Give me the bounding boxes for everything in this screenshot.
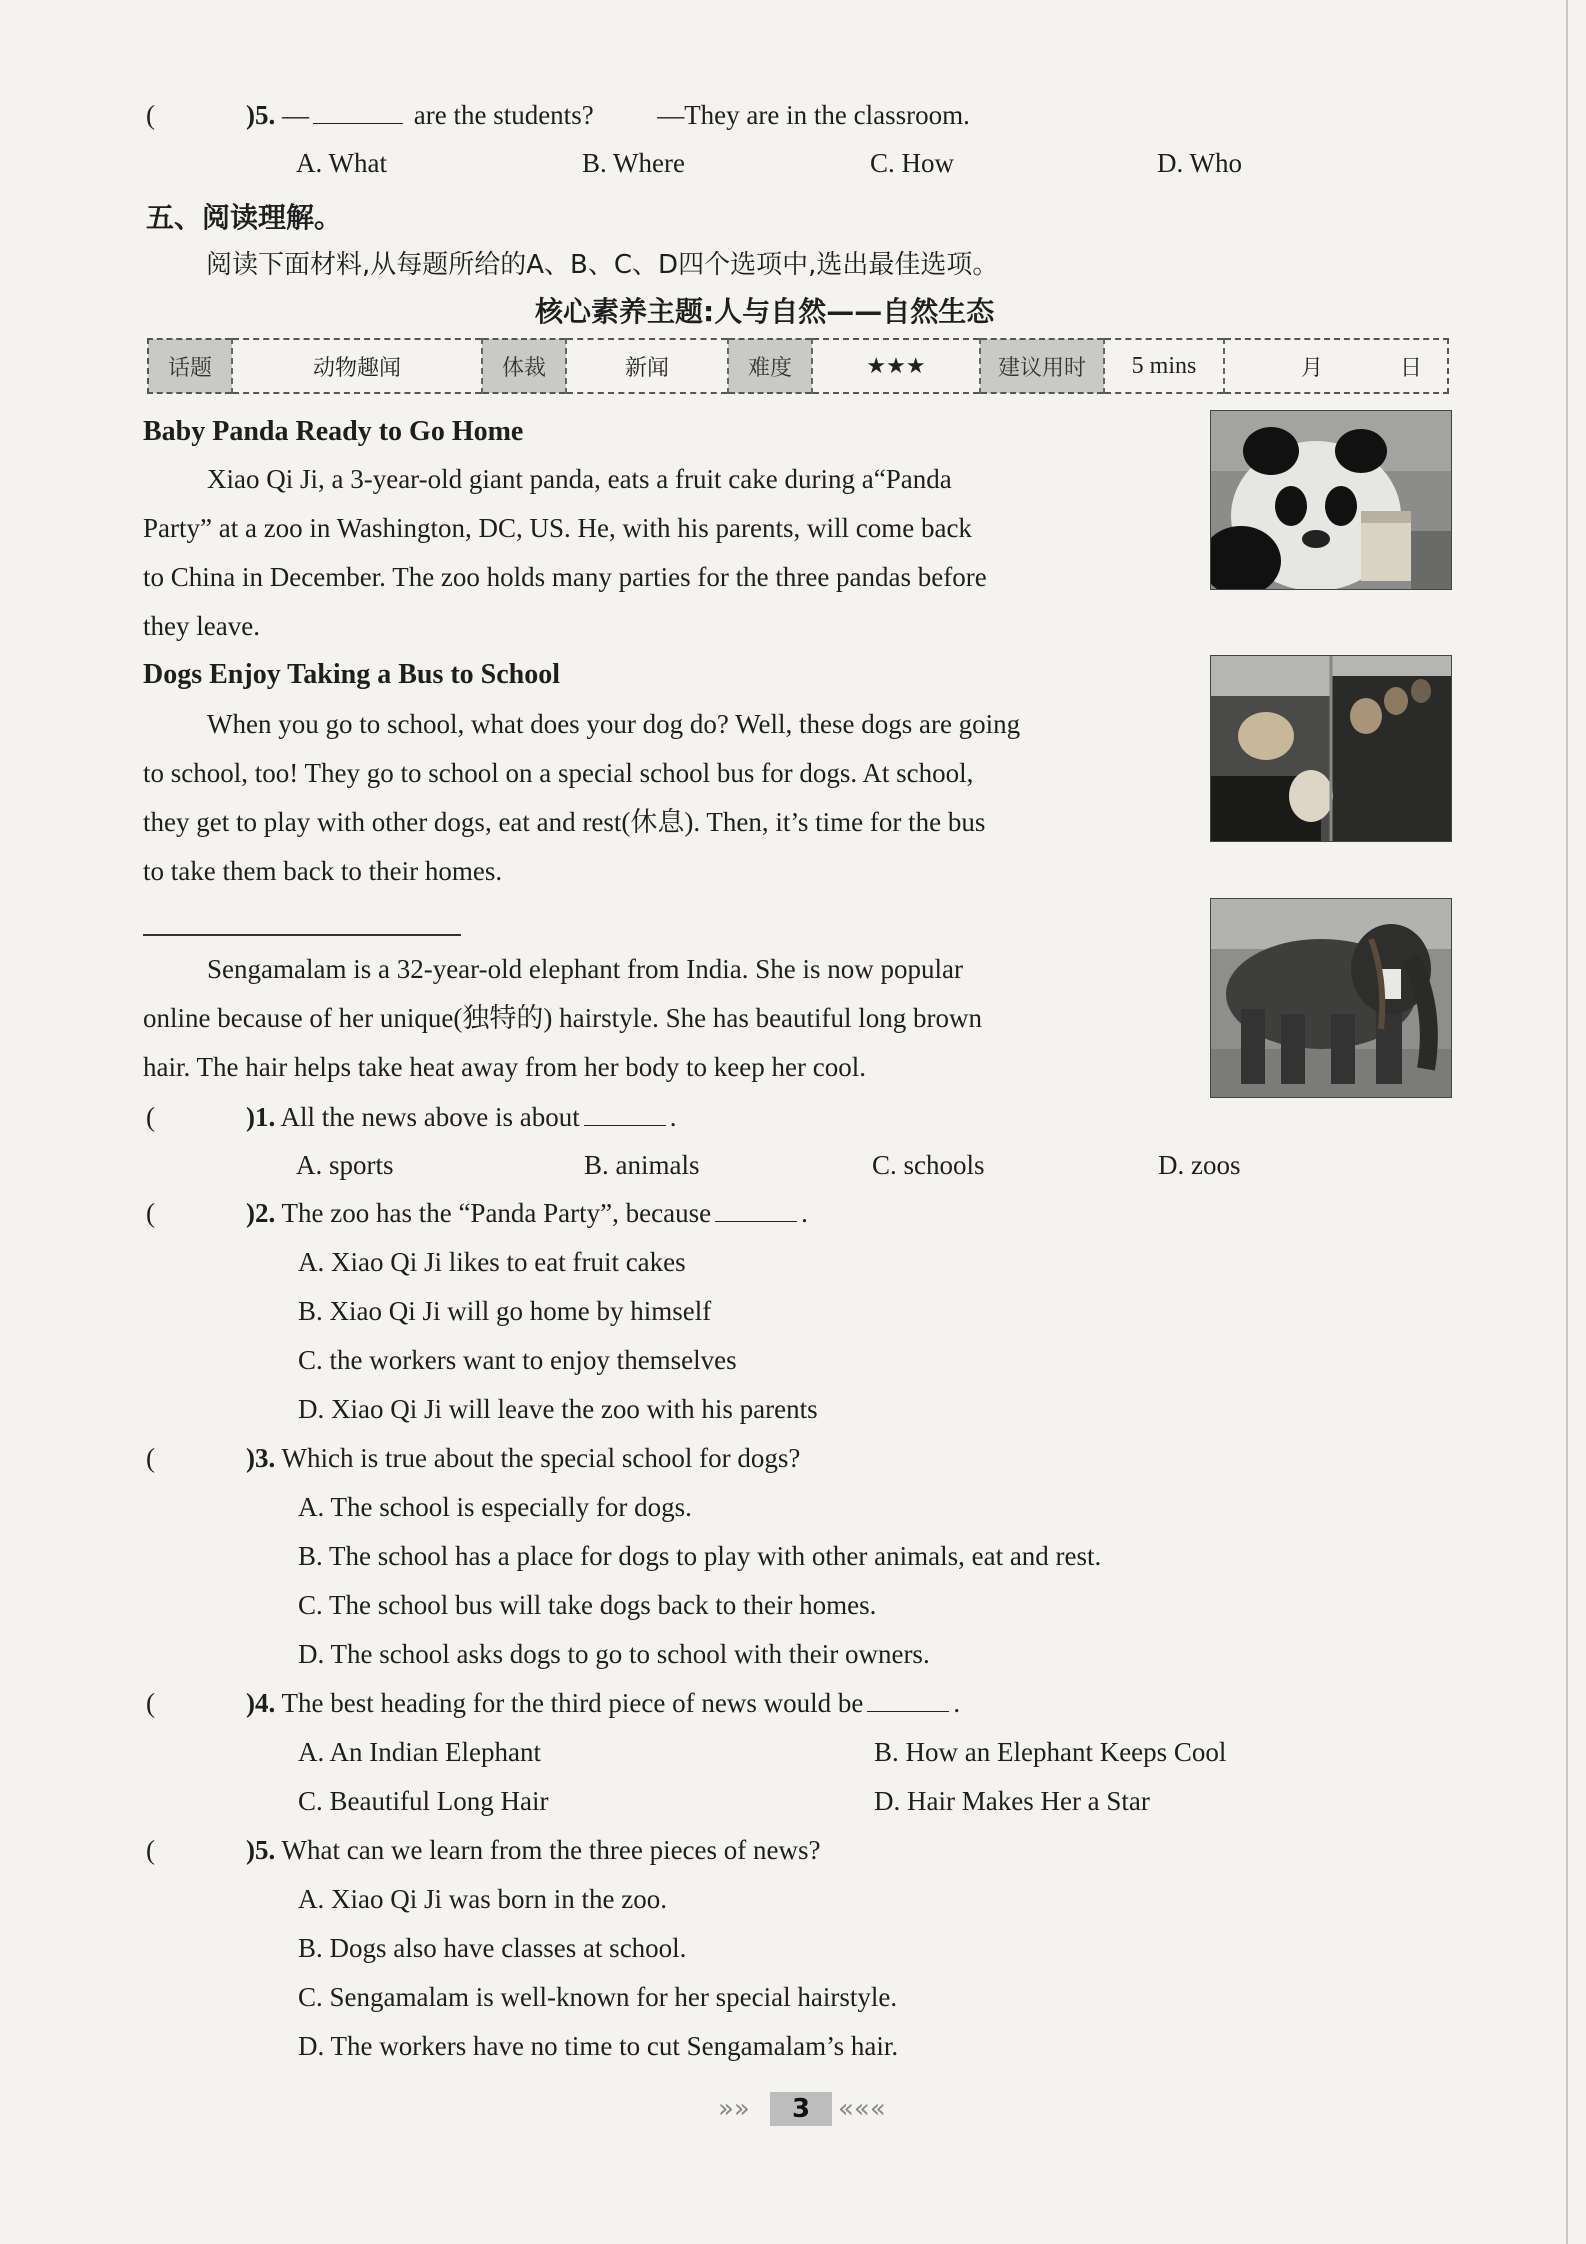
topic-label: 话题 [148, 339, 232, 393]
stem-end: . [953, 1688, 961, 1718]
news1-line: Party” at a zoo in Washington, DC, US. He, with his parents, will come back [143, 513, 972, 543]
news3-line: Sengamalam is a 32-year-old elephant from India. She is now popular [207, 954, 963, 984]
option-c[interactable]: C. The school bus will take dogs back to their homes. [298, 1590, 877, 1620]
answer-blank[interactable] [867, 1689, 949, 1712]
answer-paren[interactable] [146, 1198, 155, 1228]
option-a[interactable]: A. Xiao Qi Ji likes to eat fruit cakes [298, 1247, 686, 1277]
topic-value: 动物趣闻 [232, 339, 482, 393]
section-instruction: 阅读下面材料,从每题所给的A、B、C、D四个选项中,选出最佳选项。 [206, 250, 999, 280]
dogs-image [1211, 656, 1451, 841]
theme-heading: 核心素养主题:人与自然——自然生态 [535, 295, 995, 328]
option-d[interactable]: D. The school asks dogs to go to school with their owners. [298, 1639, 930, 1669]
difficulty-stars: ★★★ [812, 339, 980, 393]
section-title: 五、阅读理解。 [146, 201, 343, 234]
option-b[interactable]: B. Where [582, 148, 685, 178]
elephant-image [1211, 899, 1451, 1097]
stem-end: . [669, 1102, 677, 1132]
option-d[interactable]: D. Xiao Qi Ji will leave the zoo with his parents [298, 1394, 818, 1424]
date-cell[interactable] [1224, 339, 1448, 393]
option-b[interactable]: B. How an Elephant Keeps Cool [874, 1737, 1227, 1767]
page-number-footer [718, 2090, 888, 2130]
news2-line: to take them back to their homes. [143, 856, 503, 886]
genre-value: 新闻 [566, 339, 728, 393]
stem-end: . [801, 1198, 808, 1228]
option-a[interactable]: A. An Indian Elephant [298, 1737, 541, 1767]
question-stem: The best heading for the third piece of news would be [281, 1688, 864, 1718]
paren-open: ( [146, 1198, 155, 1228]
question-stem: are the students? [413, 100, 594, 130]
question-stem: Which is true about the special school for dogs? [281, 1443, 801, 1473]
elephant-photo [1210, 898, 1452, 1098]
question-3 [246, 1443, 800, 1473]
option-a[interactable]: A. Xiao Qi Ji was born in the zoo. [298, 1884, 667, 1914]
paren-open: ( [146, 1443, 155, 1473]
option-b[interactable]: B. Dogs also have classes at school. [298, 1933, 687, 1963]
question-number: )5. [246, 100, 276, 130]
paren-open: ( [146, 100, 155, 130]
question-2 [246, 1198, 808, 1228]
paren-open: ( [146, 1102, 155, 1132]
option-a[interactable]: A. What [296, 148, 387, 178]
question-number: )5. [246, 1835, 276, 1865]
news3-line: online because of her unique(独特的) hairstyle. She has beautiful long brown [143, 1003, 983, 1033]
day-label: 日 [1400, 355, 1423, 381]
option-c[interactable]: C. the workers want to enjoy themselves [298, 1345, 737, 1375]
paren-open: ( [146, 1835, 155, 1865]
news2-line: When you go to school, what does your dog do? Well, these dogs are going [207, 709, 1021, 739]
option-c[interactable]: C. schools [872, 1150, 985, 1180]
question-number: )3. [246, 1443, 276, 1473]
news1-line: to China in December. The zoo holds many parties for the three pandas before [143, 562, 987, 592]
question-answer: —They are in the classroom. [657, 100, 970, 130]
news1-line: they leave. [143, 611, 260, 641]
question-number: )2. [246, 1198, 276, 1228]
news3-line: hair. The hair helps take heat away from her body to keep her cool. [143, 1052, 866, 1082]
answer-paren[interactable] [146, 100, 155, 130]
news3-heading-blank[interactable] [143, 934, 461, 936]
news1-title: Baby Panda Ready to Go Home [143, 416, 524, 447]
time-value: 5 mins [1104, 339, 1224, 393]
option-b[interactable]: B. animals [584, 1150, 700, 1180]
answer-blank[interactable] [715, 1199, 797, 1222]
option-a[interactable]: A. The school is especially for dogs. [298, 1492, 692, 1522]
option-c[interactable]: C. Beautiful Long Hair [298, 1786, 549, 1816]
option-d[interactable]: D. Who [1157, 148, 1242, 178]
option-d[interactable]: D. The workers have no time to cut Sengamalam’s hair. [298, 2031, 899, 2061]
month-label: 月 [1301, 355, 1324, 381]
news1-body [143, 455, 1163, 651]
option-c[interactable]: C. Sengamalam is well-known for her special hairstyle. [298, 1982, 898, 2012]
option-d[interactable]: D. zoos [1158, 1150, 1241, 1180]
question-stem: All the news above is about [280, 1102, 580, 1132]
question-number: )4. [246, 1688, 276, 1718]
paren-open: ( [146, 1688, 155, 1718]
option-a[interactable]: A. sports [296, 1150, 394, 1180]
panda-image [1211, 411, 1451, 589]
option-b[interactable]: B. Xiao Qi Ji will go home by himself [298, 1296, 712, 1326]
panda-photo [1210, 410, 1452, 590]
scan-edge-divider [1566, 0, 1568, 2244]
meta-table [147, 338, 1449, 394]
prev-question-5 [246, 100, 970, 130]
option-d[interactable]: D. Hair Makes Her a Star [874, 1786, 1150, 1816]
time-label: 建议用时 [980, 339, 1104, 393]
news2-line: to school, too! They go to school on a special school bus for dogs. At school, [143, 758, 974, 788]
news3-body [143, 945, 1163, 1092]
answer-paren[interactable] [146, 1102, 155, 1132]
option-b[interactable]: B. The school has a place for dogs to play with other animals, eat and rest. [298, 1541, 1102, 1571]
question-4 [246, 1688, 960, 1718]
question-stem: The zoo has the “Panda Party”, because [281, 1198, 712, 1228]
genre-label: 体裁 [482, 339, 566, 393]
question-dash: — [282, 100, 309, 130]
difficulty-label: 难度 [728, 339, 812, 393]
question-stem: What can we learn from the three pieces of news? [281, 1835, 821, 1865]
answer-paren[interactable] [146, 1688, 155, 1718]
answer-blank[interactable] [313, 101, 403, 124]
news2-title: Dogs Enjoy Taking a Bus to School [143, 659, 561, 690]
question-5 [246, 1835, 821, 1865]
news2-body [143, 700, 1163, 896]
question-1 [246, 1102, 676, 1132]
right-arrows-icon: ««« [838, 2094, 886, 2124]
news2-line: they get to play with other dogs, eat and rest(休息). Then, it’s time for the bus [143, 807, 986, 837]
option-c[interactable]: C. How [870, 148, 955, 178]
question-number: )1. [246, 1102, 276, 1132]
page-number: 3 [770, 2092, 832, 2126]
answer-blank[interactable] [584, 1103, 666, 1126]
answer-paren[interactable] [146, 1443, 155, 1473]
left-arrows-icon: »» [718, 2094, 750, 2124]
answer-paren[interactable] [146, 1835, 155, 1865]
dogs-bus-photo [1210, 655, 1452, 842]
news1-line: Xiao Qi Ji, a 3-year-old giant panda, eats a fruit cake during a“Panda [207, 464, 952, 494]
